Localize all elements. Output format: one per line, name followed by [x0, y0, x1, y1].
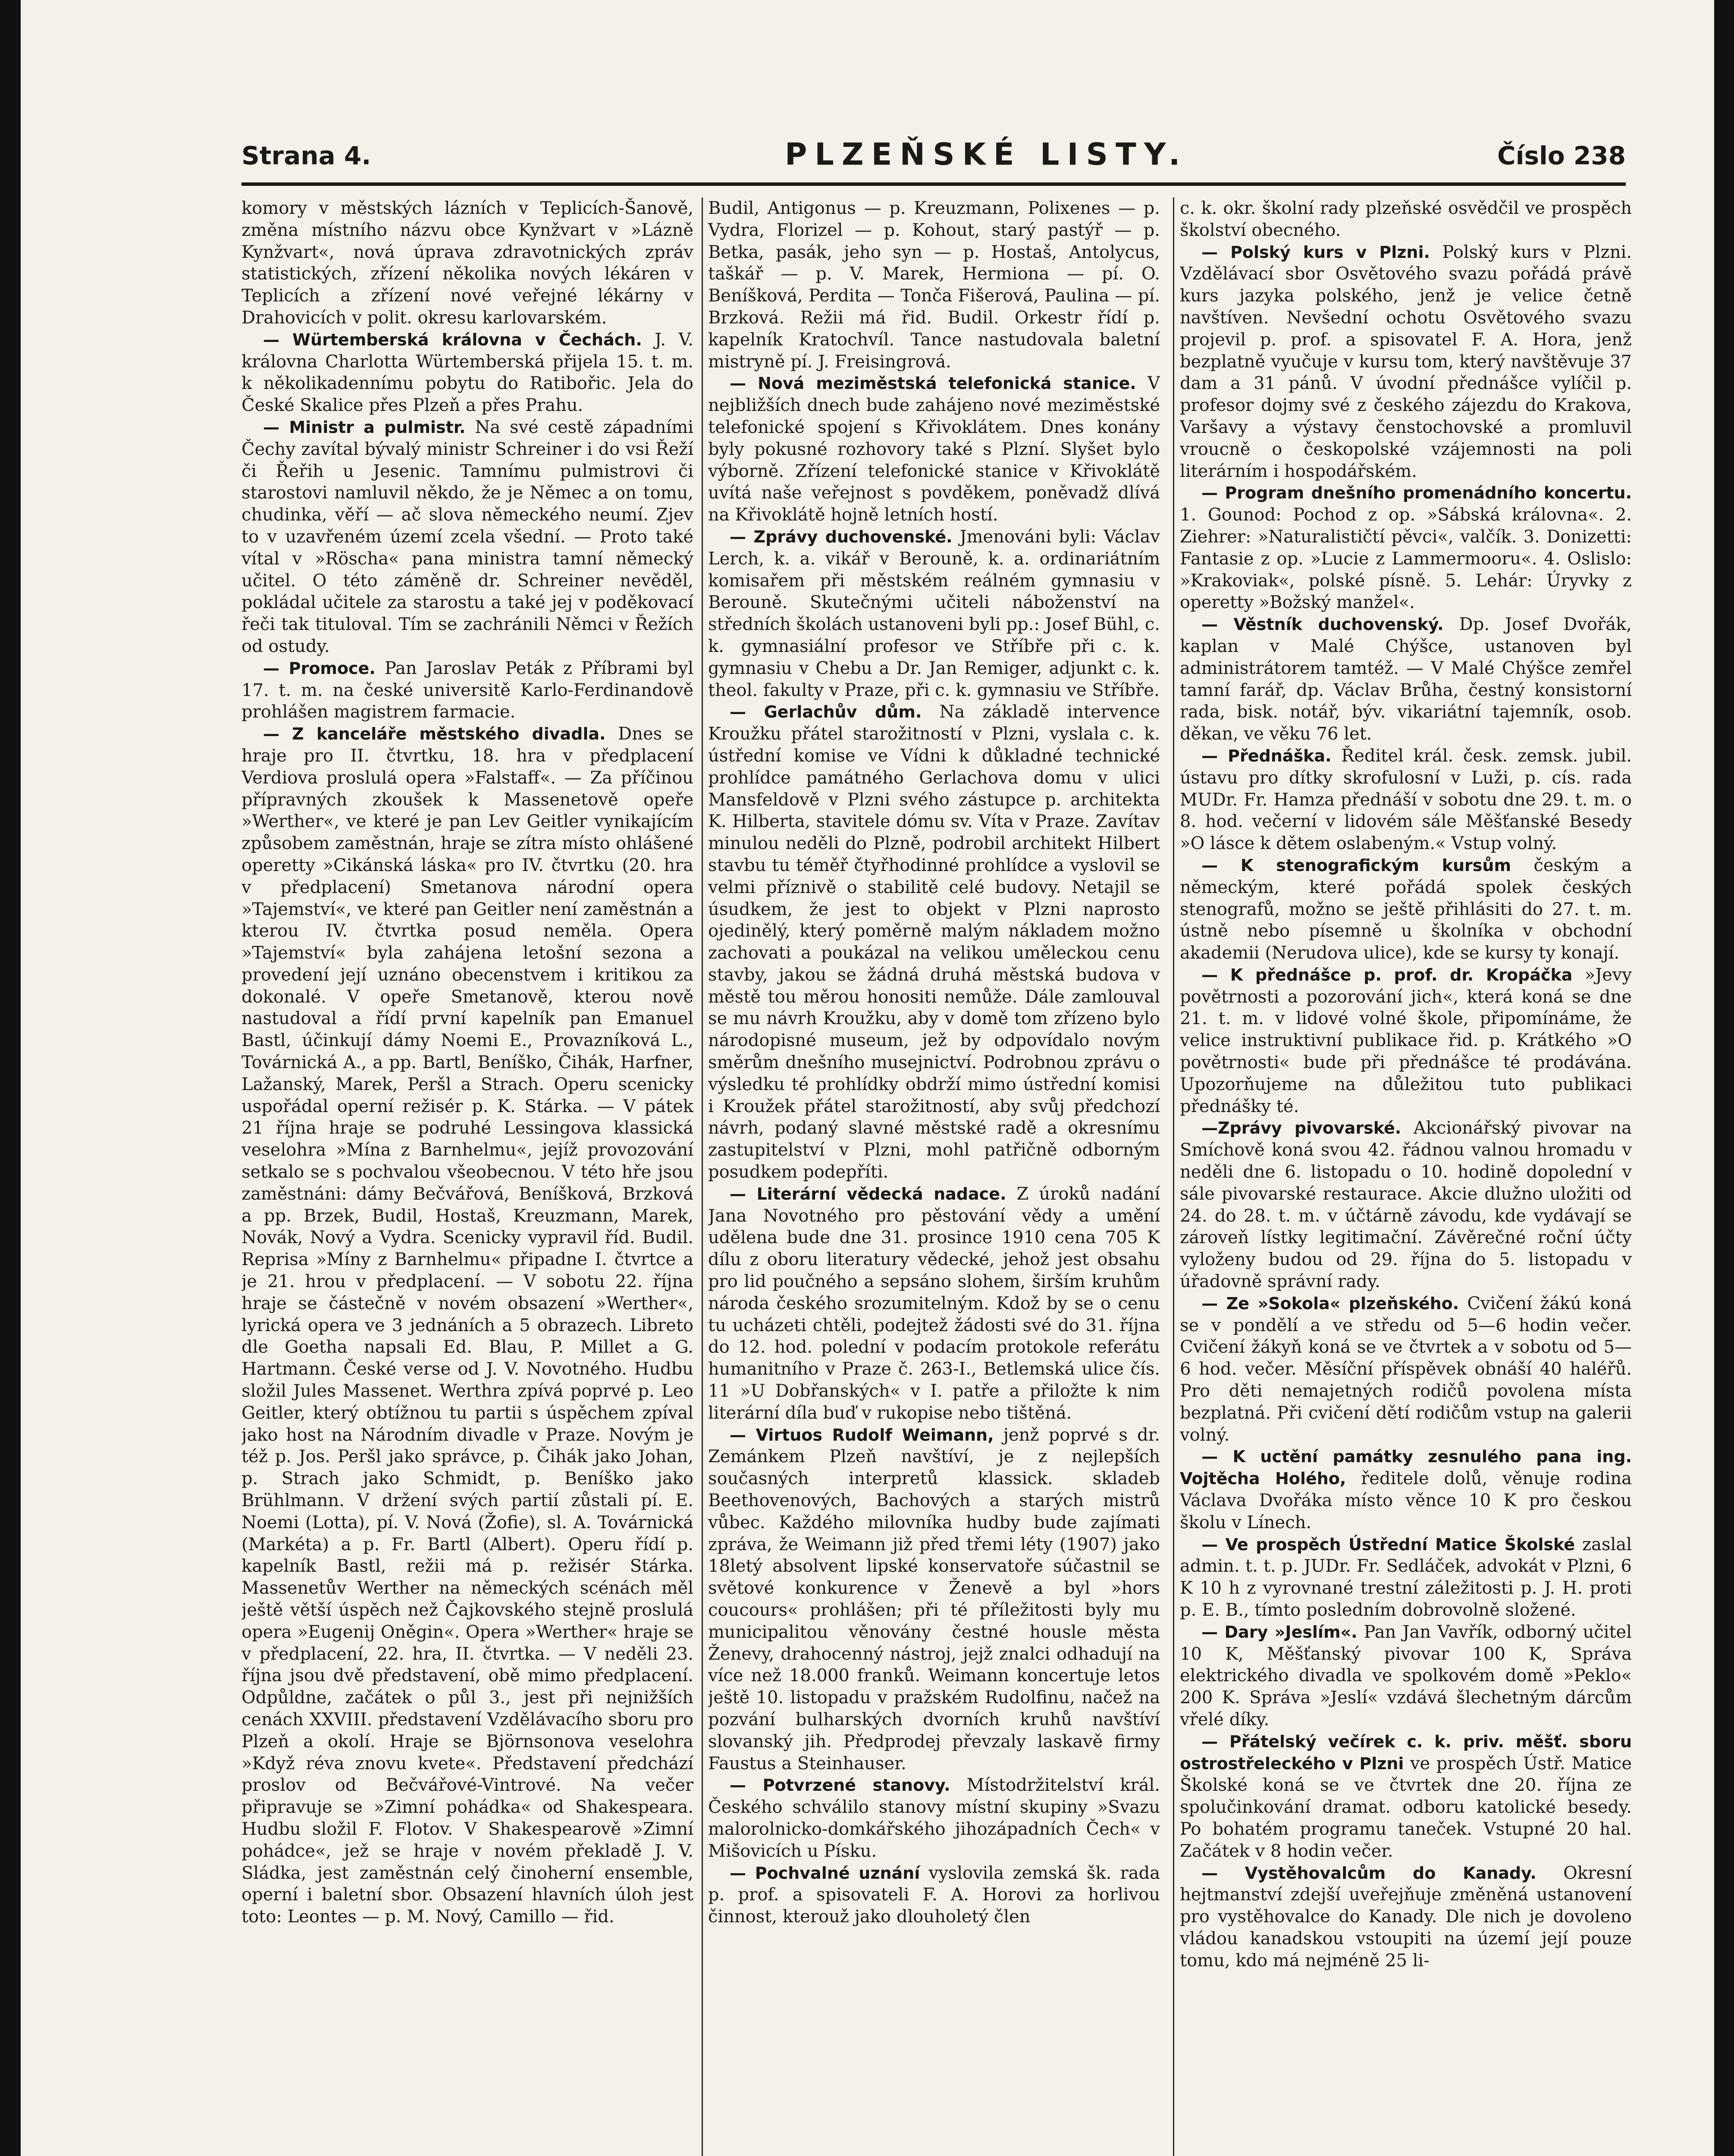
- column-3: [1180, 197, 1632, 2156]
- article-text: Okresní hejtmanství zdejší uveřejňuje změněná ustanovení pro vystěhovalce do Kanady. Dle nich je dovoleno vládou kanadskou vstoupiti na území její pouze tomu, kdo má nejméně 25 li-: [1180, 1863, 1632, 1971]
- article-text: českým a německým, které pořádá spolek českých stenografů, možno se ještě přihlásiti do 27. t. m. ústně nebo písemně u školníka v obchodní akademii (Nerudova ulice), kde se kursy ty konají.: [1180, 855, 1632, 963]
- article-paragraph: [708, 197, 1160, 373]
- article-heading: — K uctění památky zesnulého pana ing. Vojtěcha Holého,: [1180, 1447, 1632, 1489]
- column-divider-2: [1173, 197, 1174, 2156]
- article-paragraph: [1180, 1534, 1632, 1621]
- article-text: 1. Gounod: Pochod z op. »Sábská královna«. 2. Ziehrer: »Naturalističtí pěvci«, valčík. 3. Donizetti: Fantasie z op. »Lucie z Lammermooru«. 4. Oslislo: »Krakoviak«, polské písně. 5. Lehár: Úryvky z operetty »Božský manžel«.: [1180, 505, 1632, 613]
- article-heading: — Virtuos Rudolf Weimann,: [730, 1425, 994, 1445]
- header-rule: [241, 182, 1626, 186]
- article-heading: — Ministr a pulmistr.: [263, 417, 466, 437]
- article-paragraph: [1180, 745, 1632, 855]
- newspaper-title: PLZEŇSKÉ LISTY.: [785, 137, 1188, 172]
- article-heading: — Literární vědecká nadace.: [730, 1184, 1007, 1203]
- article-heading: — Nová meziměstská telefonická stanice.: [730, 374, 1136, 393]
- article-text: Dnes se hraje pro II. čtvrtku, 18. hra v předplacení Verdiova proslulá opera »Falstaff«. — Za příčinou přípravných zkoušek k Massenetově opeře »Werther«, ve které je pan Lev Geitler vynikajícím způsobem zaměstnán, hraje se zítra místo ohlášené operetty »Cikánská láska« pro IV. čtvrtku (20. hra v předplacení) Smetanova národní opera »Tajemství«, ve které pan Geitler není zaměstnán a kterou IV. čtvrtka posud neměla. Opera »Tajemství« byla zahájena letošní sezona a provedení její uznáno obecenstvem i kritikou za dokonalé. V opeře Smetanově, kterou nově nastudoval a řídí první kapelník pan Emanuel Bastl, účinkují dámy Noemi E., Provazníková L., Továrnická A., a pp. Bartl, Beníško, Čihák, Harfner, Lažanský, Marek, Peršl a Strach. Operu scenicky uspořádal operní režisér p. K. Stárka. — V pátek 21 října hraje se podruhé Lessingova klassická veselohra »Mína z Barnhelmu«, jejíž provozování setkalo se s pochvalou všeobecnou. V této hře jsou zaměstnáni: dámy Bečvářová, Beníšková, Brzková a pp. Brzek, Budil, Hostaš, Kreuzmann, Marek, Novák, Nový a Vydra. Scenicky vypravil říd. Budil. Reprisa »Míny z Barnhelmu« připadne I. čtvrtce a je 21. hrou v předplacení. — V sobotu 22. října hraje se částečně v novém obsazení »Werther«, lyrická opera ve 3 jednáních a 5 obrazech. Libreto dle Goetha napsali Ed. Blau, P. Millet a G. Hartmann. České verse od J. V. Novotného. Hudbu složil Jules Massenet. Werthra zpívá poprvé p. Leo Geitler, který obtížnou tu partii s úspěchem zpíval jako host na Národním divadle v Praze. Novým je též p. Jos. Peršl jako správce, p. Čihák jako Johan, p. Strach jako Schmidt, p. Beníško jako Brühlmann. V držení svých partií zůstali pí. E. Noemi (Lotta), pí. V. Nová (Žofie), sl. A. Továrnická (Markéta) a p. Fr. Bartl (Albert). Operu řídí p. kapelník Bastl, režii má p. režisér Stárka. Massenetův Werther na německých scénách měl ještě větší úspěch než Čajkovského stejně proslulá opera »Eugenij Oněgin«. Opera »Werther« hraje se v předplacení, 22. hra, II. čtvrtka. — V neděli 23. října jsou dvě představení, obě mimo předplacení. Odpůldne, začátek o půl 3., jest při nejnižších cenách XXVIII. představení Vzdělávacího sboru pro Plzeň a okolí. Hraje se Björnsonova veselohra »Když réva znovu kvete«. Představení předchází proslov od Bečvářové-Vintrové. Na večer připravuje se »Zimní pohádka« od Shakespeara. Hudbu složil F. Flotov. V Shakespearově »Zimní pohádce«, jež se hraje v novém překladě J. V. Sládka, jest zaměstnán celý činoherní ensemble, operní i baletní sbor. Obsazení hlavních úloh jest toto: Leontes — p. M. Nový, Camillo — řid.: [241, 724, 693, 1927]
- article-paragraph: [1180, 855, 1632, 964]
- article-heading: — Ze »Sokola« plzeňského.: [1201, 1294, 1459, 1313]
- article-paragraph: [708, 526, 1160, 701]
- article-heading: — Vystěhovalcům do Kanady.: [1201, 1863, 1536, 1883]
- article-heading: — Polský kurs v Plzni.: [1201, 242, 1430, 262]
- article-text: zaslal admin. t. t. p. JUDr. Fr. Sedláček, advokát v Plzni, 6 K 10 h z vyrovnané trestní záležitosti p. J. H. proti p. E. B., tímto posledním dobrovolně složené.: [1180, 1534, 1632, 1620]
- article-text: Polský kurs v Plzni. Vzdělávací sbor Osvětového svazu pořádá právě kurs jazyka polského, jenž je velice četně navštíven. Nevšední ochotu Osvětového svazu projevil p. prof. a spisovatel F. A. Hora, jenž bezplatně vyučuje v kursu tom, který navštěvuje 37 dam a 31 pánů. V úvodní přednášce vylíčil p. profesor dojmy své z českého zájezdu do Krakova, Varšavy a výstavy čenstochovské a promluvil vroucně o českopolské vzájemnosti na poli literárním i hospodářském.: [1180, 242, 1632, 481]
- article-text: Z úroků nadání Jana Novotného pro pěstování vědy a umění udělena bude dne 31. prosince 1910 cena 705 K dílu z oboru literatury vědecké, jehož jest obsahu pro lid poučného a sepsáno slohem, širším kruhům národa českého srozumitelným. Kdož by se o cenu tu ucházeti chtěli, podejtež žádosti své do 31. října do 12. hod. polední v podacím protokole referátu humanitního v Praze č. 263-I., Betlemská ulice čís. 11 »U Dobřanských« v I. patře a přiložte k nim literární díla buď v rukopise nebo tištěná.: [708, 1184, 1160, 1423]
- scan-edge-right: [1714, 0, 1734, 2156]
- article-text: komory v městských lázních v Teplicích-Šanově, změna místního názvu obce Kynžvart v »Lázně Kynžvart«, nová úprava zdravotnických zpráv statistických, zřízení několika nových lékáren v Teplicích a zřízení nové veřejné lékárny v Drahovicích v polit. okresu karlovarském.: [241, 198, 693, 328]
- column-1: [241, 197, 693, 2156]
- article-text: Cvičení žákú koná se v pondělí a ve středu od 5—6 hodin večer. Cvičení žákyň koná se ve čtvrtek a v sobotu od 5—6 hod. večer. Měsíční příspěvek obnáší 40 haléřů. Pro děti nemajetných rodičů povolena místa bezplatná. Při cvičení dětí rodičům vstup na galerii volný.: [1180, 1293, 1632, 1445]
- column-divider-1: [702, 197, 703, 2156]
- article-text: Dp. Josef Dvořák, kaplan v Malé Chýšce, ustanoven byl administrátorem tamtéž. — V Malé Chýšce zemřel tamní farář, dp. Václav Brůha, čestný konsistorní rada, bisk. notář, býv. vikariátní tajemník, osob. děkan, ve věku 76 let.: [1180, 614, 1632, 744]
- article-text: Pan Jaroslav Peták z Příbrami byl 17. t. m. na české universitě Karlo-Ferdinandově prohlášen magistrem farmacie.: [241, 658, 693, 722]
- article-paragraph: [1180, 1446, 1632, 1533]
- article-paragraph: [1180, 964, 1632, 1118]
- article-paragraph: [1180, 1862, 1632, 1972]
- scan-edge-left: [0, 0, 21, 2156]
- article-text: »Jevy povětrnosti a pozorování jich«, která koná se dne 21. t. m. v lidové volné škole, připomínáme, že velice instruktivní publikace řid. p. Krátkého »O povětrnosti« bude při přednášce té prodávána. Upozorňujeme na důležitou tuto publikaci přednášky té.: [1180, 965, 1632, 1116]
- article-heading: — Gerlachův dům.: [730, 702, 922, 722]
- article-paragraph: [241, 658, 693, 723]
- article-paragraph: [1180, 1293, 1632, 1446]
- article-text: Místodržitelství král. Českého schválilo stanovy místní skupiny »Svazu malorolnicko-domkářského jihozápadních Čech« v Mišovicích u Písku.: [708, 1775, 1160, 1861]
- column-2: [708, 197, 1160, 2156]
- article-heading: —Zprávy pivovarské.: [1201, 1119, 1402, 1138]
- article-text: Budil, Antigonus — p. Kreuzmann, Polixenes — p. Vydra, Florizel — p. Kohout, starý pastýř — p. Betka, pasák, jeho syn — p. Hostaš, Antolycus, taškář — p. V. Marek, Hermiona — pí. O. Beníšková, Perdita — Tonča Fišerová, Paulina — pí. Brzková. Režii má řid. Budil. Orkestr řídí p. kapelník Kratochvíl. Tance nastudovala baletní mistryně pí. J. Freisingrová.: [708, 198, 1160, 372]
- article-paragraph: [1180, 241, 1632, 483]
- article-paragraph: [241, 723, 693, 1928]
- article-text: Na základě intervence Kroužku přátel starožitností v Plzni, vyslala c. k. ústřední komise ve Vídni k důkladné technické prohlídce památného Gerlachova domu v ulici Mansfeldově v Plzni svého zástupce p. architekta K. Hilberta, stavitele dómu sv. Víta v Praze. Zavítav minulou neděli do Plzně, podrobil architekt Hilbert stavbu tu téměř čtyřhodinné prohlídce a vyslovil se velmi příznivě o stabilitě celé budovy. Netajil se úsudkem, že jest to objekt v Plzni naprosto ojedinělý, který poměrně malým nákladem možno zachovati a poukázal na velikou uměleckou cenu stavby, jakou se žádná druhá městská budova v městě tou měrou honositi nemůže. Dále zamlouval se mu návrh Kroužku, aby v domě tom zřízeno bylo národopisné museum, jež by odpovídalo novým směrům dnešního musejnictví. Podrobnou zprávu o výsledku té prohlídky obdrží mimo ústřední komisi i Kroužek přátel starožitností, aby svůj předchozí návrh, podaný slavné městské radě a okresnímu zastupitelství v Plzni, mohl patřičně odborným posudkem podepříti.: [708, 702, 1160, 1182]
- article-paragraph: [1180, 1117, 1632, 1292]
- article-paragraph: [241, 197, 693, 329]
- article-paragraph: [241, 417, 693, 658]
- article-heading: — Přednáška.: [1201, 746, 1332, 765]
- article-paragraph: [708, 373, 1160, 526]
- article-heading: — Věstník duchovenský.: [1201, 615, 1444, 634]
- article-heading: — K stenografickým kursům: [1201, 856, 1511, 875]
- article-heading: — Z kanceláře městského divadla.: [263, 724, 606, 744]
- article-text: Na své cestě západními Čechy zavítal bývalý ministr Schreiner i do vsi Řeží či Řeřih u Jesenic. Tamnímu pulmistrovi či starostovi namluvil někdo, že je Němec a on tomu, chudinka, věří — ač slova německého neumí. Zjev to v uzavřeném území zcela všední. — Proto také vítal v »Röscha« pana ministra tamní německý učitel. O této záměně dr. Schreiner nevěděl, pokládal učitele za starostu a také jej v poděkovací řeči tak tituloval. Tím se zachránili Němci v Řežích od ostudy.: [241, 417, 693, 656]
- article-heading: — Pochvalné uznání: [730, 1863, 920, 1883]
- article-heading: — Program dnešního promenádního koncertu.: [1201, 483, 1632, 503]
- article-paragraph: [708, 1862, 1160, 1928]
- article-paragraph: [708, 1774, 1160, 1862]
- article-heading: — Přátelský večírek c. k. priv. měšť. sboru ostrostřeleckého v Plzni: [1180, 1732, 1632, 1773]
- article-heading: — Ve prospěch Ústřední Matice Školské: [1201, 1535, 1575, 1554]
- article-heading: — Potvrzené stanovy.: [730, 1776, 950, 1795]
- article-heading: — Dary »Jeslím«.: [1201, 1622, 1358, 1642]
- issue-number: Číslo 238: [1497, 141, 1626, 170]
- article-paragraph: [708, 1424, 1160, 1775]
- article-text: c. k. okr. školní rady plzeňské osvědčil ve prospěch školství obecného.: [1180, 198, 1632, 240]
- article-paragraph: [708, 1183, 1160, 1424]
- article-paragraph: [1180, 1731, 1632, 1862]
- article-text: jenž poprvé s dr. Zemánkem Plzeň navštíví, je z nejlepších současných interpretů klassick. skladeb Beethovenových, Bachových a starých mistrů vůbec. Každého milovníka hudby bude zajímati zpráva, že Weimann již před třemi léty (1907) jako 18letý absolvent lipské konservatoře súčastnil se světové konkurence v Ženevě a byl »hors coucours« prohlášen; při té příležitosti byly mu municipalitou věnovány čestné housle města Ženevy, drahocenný nástroj, jejž znalci odhadují na více než 18.000 franků. Weimann koncertuje letos ještě 10. listopadu v pražském Rudolfinu, načež na pozvání bulharských dvorních kruhů navštíví slovanský jih. Předprodej převzaly laskavě firmy Faustus a Steinhauser.: [708, 1425, 1160, 1774]
- article-text: Ředitel král. česk. zemsk. jubil. ústavu pro dítky skrofulosní v Luži, p. cís. rada MUDr. Fr. Hamza přednáší v sobotu dne 29. t. m. o 8. hod. večerní v lidovém sále Měšťanské Besedy »O lásce k dětem oslabeným.« Vstup volný.: [1180, 746, 1632, 854]
- article-paragraph: [1180, 197, 1632, 241]
- article-paragraph: [1180, 482, 1632, 614]
- article-text: Pan Jan Vavřík, odborný učitel 10 K, Měšťanský pivovar 100 K, Správa elektrického divadla ve spolkovém domě »Peklo« 200 K. Správa »Jeslí« vzdává šlechetným dárcům vřelé díky.: [1180, 1622, 1632, 1730]
- article-text: V nejbližších dnech bude zahájeno nové meziměstské telefonické spojení s Křivoklátem. Dnes konány byly pokusné rozhovory také s Plzní. Slyšet bylo výborně. Zřízení telefonické stanice v Křivoklátě uvítá naše veřejnost s povděkem, poněvadž dlívá na Křivoklátě hojně letních hostí.: [708, 373, 1160, 525]
- article-paragraph: [1180, 614, 1632, 745]
- article-heading: — Zprávy duchovenské.: [730, 527, 953, 546]
- article-heading: — Promoce.: [263, 658, 376, 678]
- article-paragraph: [1180, 1621, 1632, 1731]
- page-header: [241, 132, 1626, 183]
- page-number: Strana 4.: [241, 141, 371, 170]
- article-text: Akcionářský pivovar na Smíchově koná svou 42. řádnou valnou hromadu v neděli dne 6. listopadu o 10. hodině dopolední v sále pivovarské restaurace. Akcie dlužno uložiti od 24. do 28. t. m. v účtárně závodu, kde vydávají se zároveň lístky legitimační. Závěrečné roční účty vyloženy budou od 29. října do 5. listopadu v úřadovně správní rady.: [1180, 1118, 1632, 1292]
- article-paragraph: [708, 701, 1160, 1183]
- article-text: ve prospěch Ústř. Matice Školské koná se ve čtvrtek dne 20. října ze spolučinkování dramat. odboru katolické besedy. Po bohatém programu taneček. Vstupné 20 hal. Začátek v 8 hodin večer.: [1180, 1753, 1632, 1861]
- article-heading: — K přednášce p. prof. dr. Kropáčka: [1201, 965, 1573, 984]
- article-text: ředitele dolů, věnuje rodina Václava Dvořáka místo věnce 10 K pro českou školu v Línech.: [1180, 1469, 1632, 1532]
- article-text: Jmenováni byli: Václav Lerch, k. a. vikář v Berouně, k. a. ordinariátním komisařem při městském reálném gymnasiu v Berouně. Skutečnými učiteli náboženství na středních školách ustanoveni byli pp.: Josef Bühl, c. k. gymnasiální profesor ve Stříbře při c. k. gymnasiu v Chebu a Dr. Jan Remiger, adjunkt c. k. theol. fakulty v Praze, při c. k. gymnasiu ve Stříbře.: [708, 526, 1160, 700]
- article-text: J. V. královna Charlotta Würtemberská přijela 15. t. m. k několikadennímu pobytu do Ratibořic. Jela do České Skalice přes Plzeň a přes Prahu.: [241, 329, 693, 416]
- article-text: vyslovila zemská šk. rada p. prof. a spisovateli F. A. Horovi za horlivou činnost, kterouž jako dlouholetý člen: [708, 1863, 1160, 1927]
- article-heading: — Würtemberská královna v Čechách.: [263, 330, 642, 349]
- article-paragraph: [241, 329, 693, 417]
